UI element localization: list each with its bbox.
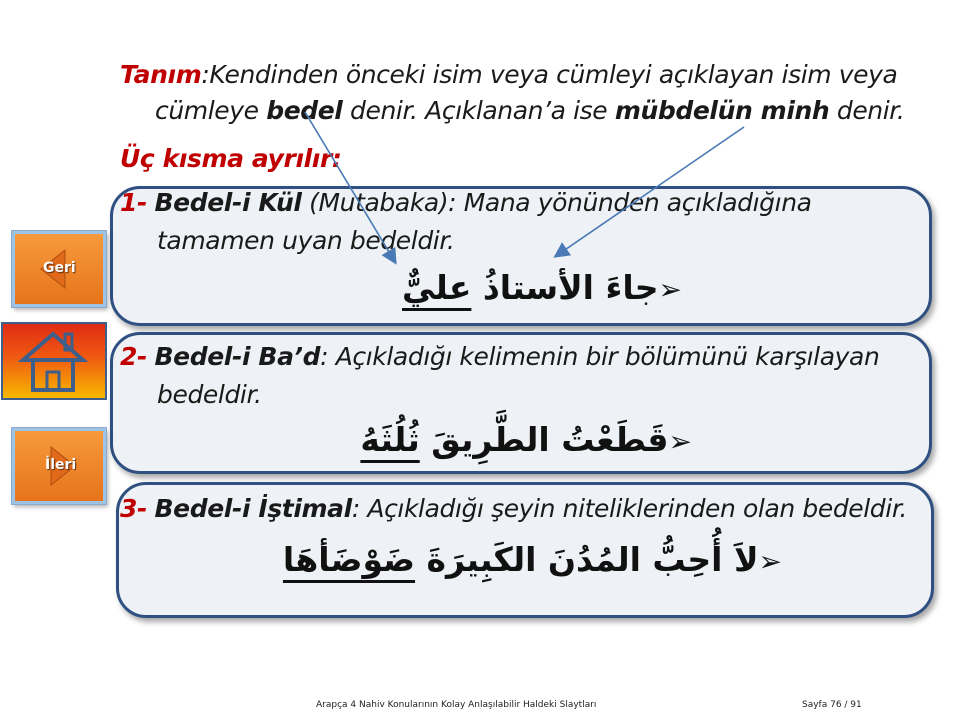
footer-title: Arapça 4 Nahiv Konularının Kolay Anlaşılabilir Haldeki Slaytları [316,700,597,710]
arrow-mubdelun-minh [556,127,744,256]
section-1-title: Bedel-i Kül [154,188,302,217]
definition-text-4: denir. [829,96,905,125]
section-3-title: Bedel-i İştimal [154,494,352,523]
example-1-bedel: عليٌّ [401,268,472,307]
definition-text-3: denir. Açıklanan’a ise [342,96,615,125]
example-2-bedel: ثُلُثَهُ [360,420,420,459]
home-icon [3,324,105,398]
section-heading: Üç kısma ayrılır: [120,144,342,173]
arrow-bedel [305,112,395,262]
bullet-arrow-icon: ➢ [668,425,692,458]
footer-page-number: Sayfa 76 / 91 [802,700,862,710]
section-2-title: Bedel-i Ba’d [154,342,321,371]
home-button[interactable] [1,322,107,400]
example-1-main: جاءَ الأستاذُ [471,268,659,307]
example-3-main: لاَ أُحِبُّ المُدُنَ الكَبِيرَةَ [415,540,759,579]
section-2-line-2: bedeldir. [157,380,262,409]
next-button[interactable] [12,428,106,504]
next-label: İleri [45,457,77,473]
term-bedel: bedel [266,96,343,125]
section-1-text: (Mutabaka): Mana yönünden açıkladığına [301,188,812,217]
example-3-bedel: ضَوْضَأهَا [282,540,416,579]
term-mubdelun-minh: mübdelün minh [614,96,830,125]
section-1-number: 1- [120,188,147,217]
section-2-number: 2- [120,342,147,371]
section-1-line-2: tamamen uyan bedeldir. [157,226,455,255]
section-3-text: : Açıkladığı şeyin niteliklerinden olan bedeldir. [351,494,907,523]
example-2-main: قَطَعْتُ الطَّرِيقَ [419,420,669,459]
section-2-text: : Açıkladığı kelimenin bir bölümünü karşılayan [320,342,880,371]
back-label: Geri [43,260,76,276]
definition-label: Tanım [120,60,202,89]
definition-text-2: cümleye [155,96,267,125]
bullet-arrow-icon: ➢ [658,273,682,306]
bullet-arrow-icon: ➢ [758,545,782,578]
section-3-number: 3- [120,494,147,523]
definition-text-1: :Kendinden önceki isim veya cümleyi açıklayan isim veya [201,60,898,89]
back-button[interactable] [12,231,106,307]
